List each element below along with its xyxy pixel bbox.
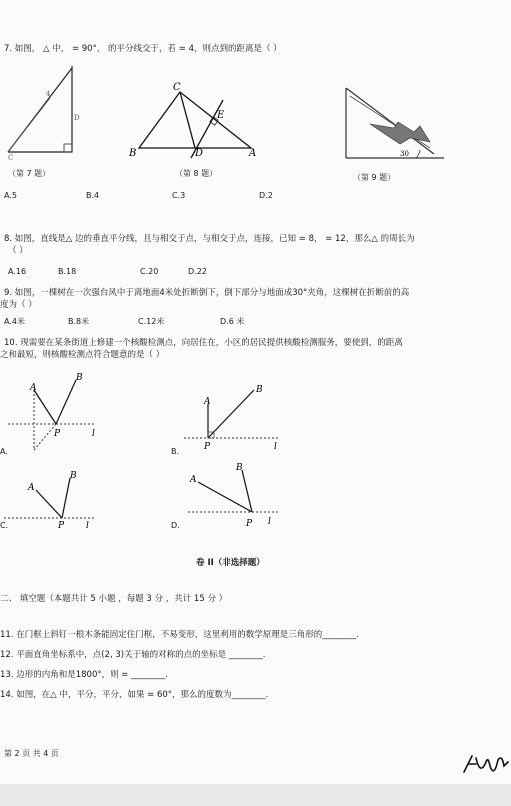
q10-option-a-letter: A. (0, 447, 8, 456)
caption-fig7: （第 7 题） (8, 169, 51, 178)
fig8-label-c: C (173, 82, 181, 93)
q9-stem-line1: 9. 如图，一棵树在一次强台风中于离地面4米处折断倒下，倒下部分与地面成30°夹角，这棵树在折断前的高 (4, 288, 410, 298)
q9-option-c: C.12米 (138, 317, 165, 326)
q10-option-b-letter: B. (171, 447, 180, 456)
scan-bottom-band (0, 784, 511, 806)
q10d-label-a: A (190, 475, 197, 485)
q7-stem: 7. 如图， △ 中， = 90°， 的平分线交于，若 = 4，则点到的距离是（ ） (4, 44, 282, 54)
fig8-label-e: E (217, 110, 225, 121)
svg-text:D: D (74, 114, 80, 122)
section-2-title: 卷 II（非选择题） (196, 558, 265, 568)
q12-text: 12. 平面直角坐标系中，点(2, 3)关于轴的对称的点的坐标是 ________. (0, 650, 266, 660)
q8-option-a: A.16 (8, 267, 27, 276)
q10-option-d-letter: D. (171, 521, 180, 530)
q10a-label-l: l (92, 429, 95, 439)
q9-stem-line2: 度为（ ） (0, 300, 37, 310)
q10c-label-l: l (86, 521, 89, 531)
q10b-label-b: B (256, 385, 263, 395)
figure-7 (0, 62, 90, 162)
figure-8 (125, 78, 265, 160)
q10-figure-a (0, 370, 110, 460)
q7-option-a: A.5 (4, 191, 17, 200)
svg-text:C: C (8, 154, 14, 162)
q10c-label-a: A (28, 483, 35, 493)
q8-option-c: C.20 (140, 267, 159, 276)
q8-stem: 8. 如图，直线是△ 边的垂直平分线，且与相交于点，与相交于点，连接，已知 = 8， = 12，那么△ 的周长为 (4, 234, 415, 244)
q7-option-b: B.4 (86, 191, 100, 200)
q9-option-d: D.6 米 (220, 317, 245, 326)
q7-option-c: C.3 (172, 191, 186, 200)
q10b-label-a: A (204, 397, 211, 407)
q8-option-b: B.18 (58, 267, 77, 276)
q10-option-c-letter: C. (0, 521, 9, 530)
fig9-angle-label: 30 (400, 150, 409, 158)
q10b-label-p: P (204, 442, 211, 452)
q10-stem-line2: 之和最短，则核酸检测点符合题意的是（ ） (0, 350, 165, 360)
section-2-heading: 二、 填空题（本题共计 5 小题 ，每题 3 分 ，共计 15 分 ） (0, 594, 228, 604)
figure-9 (340, 86, 450, 162)
q10-figure-d (180, 458, 290, 530)
q9-option-a: A.4米 (4, 317, 25, 326)
q14-text: 14. 如图，在△ 中，平分，平分，如果 = 60°，那么的度数为________. (0, 690, 269, 700)
q10a-label-b: B (76, 373, 83, 383)
q9-option-b: B.8米 (68, 317, 90, 326)
q10c-label-b: B (70, 471, 77, 481)
q11-text: 11. 在门框上斜钉一根木条能固定住门框，不易变形，这里利用的数学原理是三角形的________. (0, 630, 359, 640)
q8-paren: （ ） (8, 246, 28, 256)
fig8-label-d: D (195, 148, 204, 159)
fig8-label-a: A (249, 148, 257, 159)
handwritten-signature (460, 752, 510, 782)
q10d-label-b: B (236, 463, 243, 473)
q10a-label-a: A (30, 383, 37, 393)
q10c-label-p: P (58, 521, 65, 531)
q10a-label-p: P (54, 429, 61, 439)
q10b-label-l: l (274, 442, 277, 452)
svg-text:4: 4 (46, 90, 51, 98)
caption-fig8: （第 8 题） (175, 169, 218, 178)
q7-option-d: D.2 (259, 191, 273, 200)
q10-figure-b (180, 378, 290, 450)
fig8-label-b: B (129, 148, 137, 159)
q8-option-d: D.22 (188, 267, 207, 276)
q10-figure-c (0, 468, 110, 530)
q13-text: 13. 边形的内角和是1800°，则 = ________. (0, 670, 168, 680)
q10d-label-l: l (268, 517, 271, 527)
caption-fig9: （第 9 题） (353, 173, 396, 182)
page-number: 第 2 页 共 4 页 (4, 749, 59, 758)
q10-stem-line1: 10. 现需要在某条街道上修建一个核酸检测点，向居住在，小区的居民提供核酸检测服务，要使到，的距离 (4, 338, 403, 348)
q10d-label-p: P (246, 519, 253, 529)
